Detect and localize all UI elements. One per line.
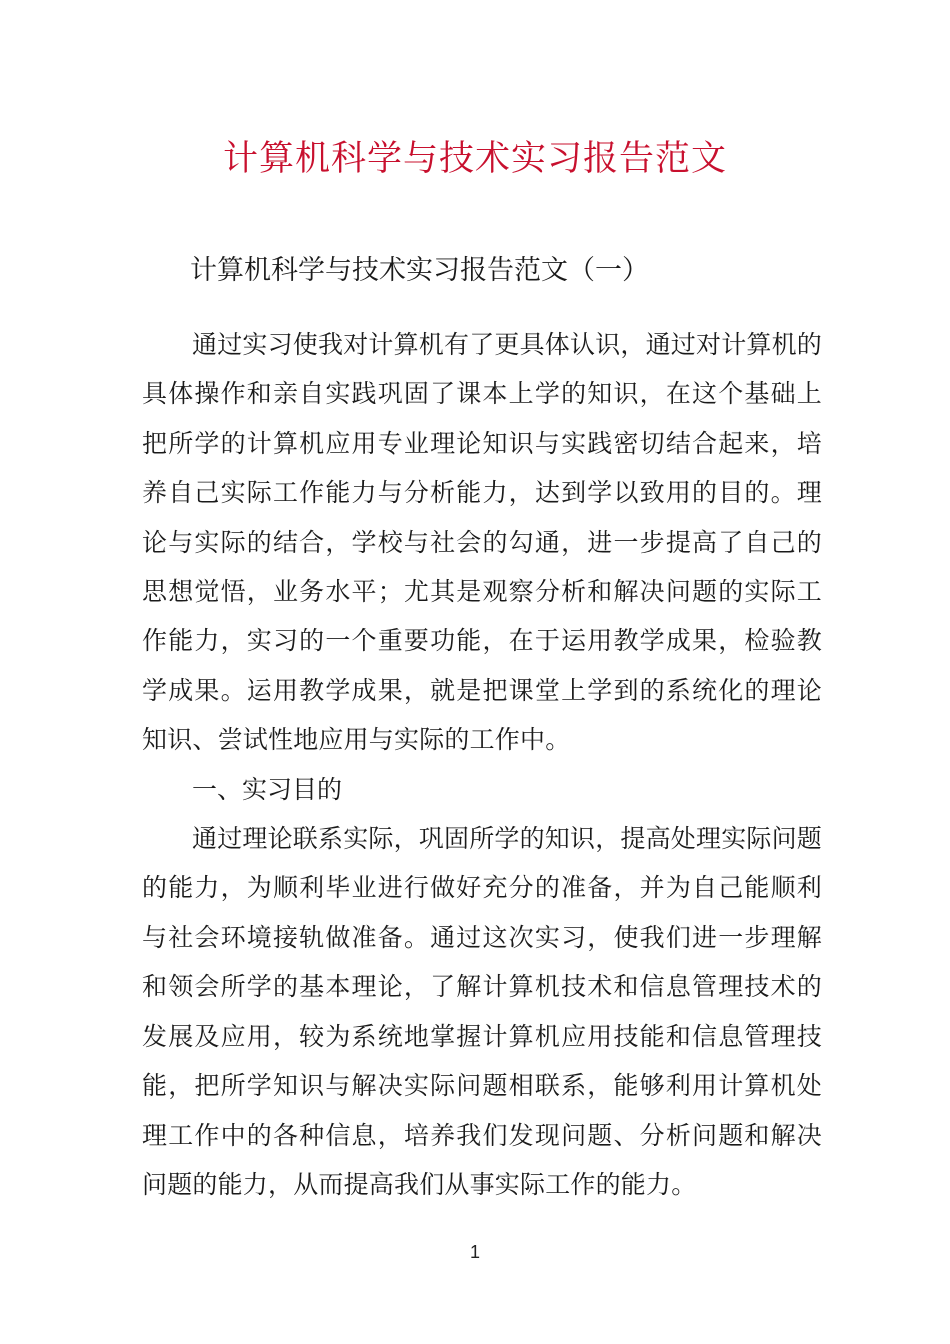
document-subtitle: 计算机科学与技术实习报告范文（一）: [190, 255, 649, 286]
page-number: 1: [469, 1242, 480, 1262]
paragraph-purpose: 通过理论联系实际，巩固所学的知识，提高处理实际问题的能力，为顺利毕业进行做好充分的准备，并为自己能顺利与社会环境接轨做准备。通过这次实习，使我们进一步理解和领会所学的基本理论，了解计算机技术和信息管理技术的发展及应用，较为系统地掌握计算机应用技能和信息管理技能，把所学知识与解决实际问题相联系，能够利用计算机处理工作中的各种信息，培养我们发现问题、分析问题和解决问题的能力，从而提高我们从事实际工作的能力。: [142, 824, 823, 1199]
section-heading-purpose: 一、实习目的: [192, 774, 343, 804]
document-body: [142, 236, 822, 1209]
document-title: 计算机科学与技术实习报告范文: [222, 139, 727, 179]
paragraph-intro: 通过实习使我对计算机有了更具体认识，通过对计算机的具体操作和亲自实践巩固了课本上学的知识，在这个基础上把所学的计算机应用专业理论知识与实践密切结合起来，培养自己实际工作能力与分析能力，达到学以致用的目的。理论与实际的结合，学校与社会的勾通，进一步提高了自己的思想觉悟，业务水平；尤其是观察分析和解决问题的实际工作能力，实习的一个重要功能，在于运用教学成果，检验教学成果。运用教学成果，就是把课堂上学到的系统化的理论知识、尝试性地应用与实际的工作中。: [142, 330, 823, 755]
